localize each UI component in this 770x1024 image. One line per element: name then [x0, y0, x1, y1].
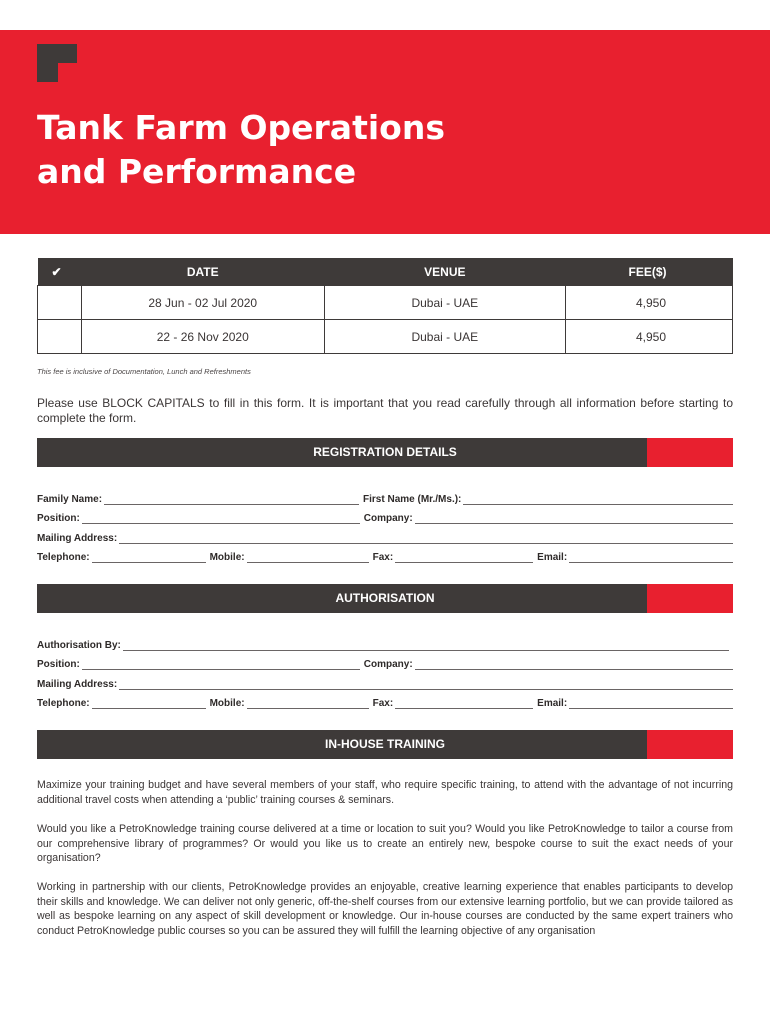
session-fee: 4,950 [566, 320, 733, 354]
schedule-table [37, 258, 733, 354]
authorisation-by-field[interactable] [123, 640, 729, 651]
first-name-field[interactable] [463, 494, 733, 505]
registration-heading: REGISTRATION DETAILS [313, 445, 457, 459]
email-label: Email: [537, 552, 568, 563]
title-line-2: and Performance [37, 152, 357, 191]
telephone-field[interactable] [92, 552, 206, 563]
position-field[interactable] [82, 659, 360, 670]
session-venue: Dubai - UAE [324, 320, 566, 354]
registration-section-header [37, 438, 733, 467]
table-row [38, 320, 733, 354]
fax-label: Fax: [372, 698, 394, 709]
email-field[interactable] [569, 698, 733, 709]
fee-column-header: FEE($) [566, 258, 733, 286]
inhouse-heading: IN-HOUSE TRAINING [325, 737, 445, 751]
email-label: Email: [537, 698, 568, 709]
schedule-header-row [38, 258, 733, 286]
company-label: Company: [363, 659, 413, 670]
company-field[interactable] [415, 513, 733, 524]
session-date: 22 - 26 Nov 2020 [81, 320, 324, 354]
session-venue: Dubai - UAE [324, 286, 566, 320]
authorisation-by-label: Authorisation By: [37, 639, 121, 651]
inhouse-section-header [37, 730, 733, 759]
session-checkbox[interactable] [38, 286, 82, 320]
paragraph-text: Would you like a PetroKnowledge training course delivered at a time or location to suit you? Would you like PetroKnowledge to tailor a course from our comprehensive library of programmes? Or would you like us to create an entirely new, bespoke course to suit the exact needs of your organisation? [37, 823, 733, 865]
venue-column-header: VENUE [324, 258, 566, 286]
position-field[interactable] [82, 513, 360, 524]
authorisation-fields [37, 631, 733, 709]
family-name-field[interactable] [104, 494, 359, 505]
intro-instructions: Please use BLOCK CAPITALS to fill in this form. It is important that you read carefully through all information before starting to complete the form. [37, 396, 733, 425]
telephone-field[interactable] [92, 698, 206, 709]
fax-field[interactable] [395, 698, 533, 709]
inhouse-paragraph-2 [37, 822, 733, 866]
authorisation-heading: AUTHORISATION [335, 591, 435, 605]
check-header-icon: ✔ [38, 258, 82, 286]
fax-label: Fax: [372, 552, 394, 563]
mailing-address-field[interactable] [119, 679, 733, 690]
session-checkbox[interactable] [38, 320, 82, 354]
header-banner [0, 30, 770, 234]
inhouse-paragraph-1 [37, 778, 733, 807]
inhouse-paragraph-3 [37, 880, 733, 938]
mailing-address-label: Mailing Address: [37, 532, 118, 544]
page-title [37, 106, 445, 194]
mobile-label: Mobile: [209, 698, 245, 709]
mobile-field[interactable] [247, 698, 369, 709]
company-label: Company: [363, 513, 413, 524]
mobile-label: Mobile: [209, 552, 245, 563]
authorisation-section-header [37, 584, 733, 613]
first-name-label: First Name (Mr./Ms.): [363, 493, 462, 505]
date-column-header: DATE [81, 258, 324, 286]
telephone-label: Telephone: [37, 552, 90, 563]
registration-fields [37, 485, 733, 563]
session-fee: 4,950 [566, 286, 733, 320]
session-date: 28 Jun - 02 Jul 2020 [81, 286, 324, 320]
header-accent [647, 584, 733, 613]
fee-note: This fee is inclusive of Documentation, Lunch and Refreshments [37, 367, 251, 376]
title-line-1: Tank Farm Operations [37, 108, 445, 147]
header-accent [647, 730, 733, 759]
mailing-address-field[interactable] [119, 533, 733, 544]
mobile-field[interactable] [247, 552, 369, 563]
email-field[interactable] [569, 552, 733, 563]
family-name-label: Family Name: [37, 493, 103, 505]
paragraph-text: Working in partnership with our clients, PetroKnowledge provides an enjoyable, creative learning experience that enables participants to develop their skills and knowledge. We can deliver not only generic, off-the-shelf courses from our extensive learning portfolio, but we can provide tailored as well as bespoke learning on any aspect of skill development or knowledge. Our in-house courses are conducted by the same expert trainers who conduct PetroKnowledge public courses so you can be assured they will fulfill the learning objective of any organisation [37, 881, 733, 937]
paragraph-text: Maximize your training budget and have several members of your staff, who require specific training, to attend with the advantage of not incurring additional travel costs when attending a ‘public’ training courses & seminars. [37, 779, 733, 806]
position-label: Position: [37, 659, 80, 670]
table-row [38, 286, 733, 320]
telephone-label: Telephone: [37, 698, 90, 709]
mailing-address-label: Mailing Address: [37, 678, 118, 690]
fax-field[interactable] [395, 552, 533, 563]
brand-logo-icon [37, 44, 77, 82]
company-field[interactable] [415, 659, 733, 670]
position-label: Position: [37, 513, 80, 524]
header-accent [647, 438, 733, 467]
